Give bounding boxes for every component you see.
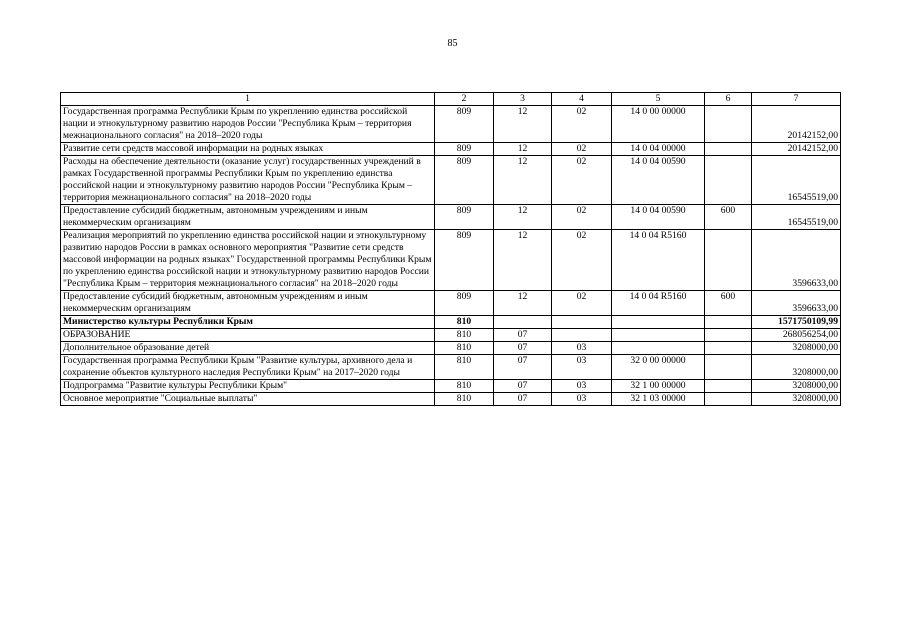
table-row (61, 205, 841, 230)
expense-type-code-cell: 600 (705, 205, 752, 230)
header-cell: 7 (752, 93, 841, 106)
admin-code-cell: 809 (435, 230, 494, 291)
subsection-code-cell: 02 (552, 143, 612, 156)
admin-code-cell: 810 (435, 355, 494, 380)
amount-cell: 3208000,00 (752, 342, 841, 355)
row-name-cell: Министерство культуры Республики Крым (61, 316, 435, 329)
amount-cell: 1571750109,99 (752, 316, 841, 329)
subsection-code-cell (552, 316, 612, 329)
row-name-cell: Развитие сети средств массовой информации на родных языках (61, 143, 435, 156)
table-row (61, 380, 841, 393)
amount-cell: 3208000,00 (752, 380, 841, 393)
target-article-code-cell: 14 0 04 00000 (612, 143, 705, 156)
section-code-cell: 12 (494, 230, 552, 291)
subsection-code-cell: 02 (552, 291, 612, 316)
header-cell: 5 (612, 93, 705, 106)
section-code-cell: 07 (494, 329, 552, 342)
expense-type-code-cell: 600 (705, 291, 752, 316)
expense-type-code-cell (705, 355, 752, 380)
header-cell: 1 (61, 93, 435, 106)
table-row (61, 143, 841, 156)
amount-cell: 16545519,00 (752, 205, 841, 230)
target-article-code-cell: 14 0 00 00000 (612, 106, 705, 143)
subsection-code-cell: 02 (552, 230, 612, 291)
subsection-code-cell (552, 329, 612, 342)
amount-cell: 3208000,00 (752, 355, 841, 380)
admin-code-cell: 809 (435, 106, 494, 143)
section-code-cell: 07 (494, 380, 552, 393)
section-code-cell: 12 (494, 156, 552, 205)
page-number: 85 (447, 38, 458, 49)
expense-type-code-cell (705, 106, 752, 143)
header-cell: 2 (435, 93, 494, 106)
budget-table (60, 92, 841, 406)
row-name-cell: Предоставление субсидий бюджетным, автономным учреждениям и иным некоммерческим организациям (61, 291, 435, 316)
table-row (61, 106, 841, 143)
amount-cell: 3596633,00 (752, 291, 841, 316)
section-code-cell: 07 (494, 393, 552, 406)
target-article-code-cell: 14 0 04 00590 (612, 205, 705, 230)
subsection-code-cell: 02 (552, 106, 612, 143)
table-row (61, 342, 841, 355)
row-name-cell: Реализация мероприятий по укреплению единства российской нации и этнокультурному развитию народов России в рамках основного мероприятия "Развитие сети средств массовой информации на родных языках" Государственной программы Республики Крым по укреплению единства российской нации и этнокультурному развитию народов России "Республика Крым – территория межнационального согласия" на 2018–2020 годы (61, 230, 435, 291)
admin-code-cell: 810 (435, 329, 494, 342)
table-row (61, 316, 841, 329)
subsection-code-cell: 02 (552, 205, 612, 230)
target-article-code-cell: 32 1 00 00000 (612, 380, 705, 393)
expense-type-code-cell (705, 380, 752, 393)
subsection-code-cell: 03 (552, 342, 612, 355)
row-name-cell: Государственная программа Республики Крым "Развитие культуры, архивного дела и сохранение объектов культурного наследия Республики Крым" на 2017–2020 годы (61, 355, 435, 380)
expense-type-code-cell (705, 393, 752, 406)
table-row (61, 355, 841, 380)
admin-code-cell: 809 (435, 205, 494, 230)
admin-code-cell: 809 (435, 291, 494, 316)
expense-type-code-cell (705, 230, 752, 291)
row-name-cell: Подпрограмма "Развитие культуры Республики Крым" (61, 380, 435, 393)
section-code-cell: 07 (494, 342, 552, 355)
header-cell: 6 (705, 93, 752, 106)
row-name-cell: Расходы на обеспечение деятельности (оказание услуг) государственных учреждений в рамках Государственной программы Республики Крым по укреплению единства российской нации и этнокультурному развитию народов России "Республика Крым – территория межнационального согласия" на 2018–2020 годы (61, 156, 435, 205)
table-row (61, 230, 841, 291)
row-name-cell: Предоставление субсидий бюджетным, автономным учреждениям и иным некоммерческим организациям (61, 205, 435, 230)
expense-type-code-cell (705, 156, 752, 205)
amount-cell: 20142152,00 (752, 106, 841, 143)
target-article-code-cell: 14 0 04 R5160 (612, 230, 705, 291)
target-article-code-cell: 14 0 04 00590 (612, 156, 705, 205)
amount-cell: 16545519,00 (752, 156, 841, 205)
table-row (61, 393, 841, 406)
target-article-code-cell: 32 1 03 00000 (612, 393, 705, 406)
subsection-code-cell: 03 (552, 393, 612, 406)
header-cell: 4 (552, 93, 612, 106)
target-article-code-cell (612, 342, 705, 355)
header-row (61, 93, 841, 106)
target-article-code-cell: 32 0 00 00000 (612, 355, 705, 380)
amount-cell: 268056254,00 (752, 329, 841, 342)
table-row (61, 156, 841, 205)
admin-code-cell: 809 (435, 156, 494, 205)
header-cell: 3 (494, 93, 552, 106)
section-code-cell: 07 (494, 355, 552, 380)
section-code-cell: 12 (494, 205, 552, 230)
expense-type-code-cell (705, 342, 752, 355)
admin-code-cell: 810 (435, 316, 494, 329)
table-row (61, 329, 841, 342)
section-code-cell: 12 (494, 106, 552, 143)
subsection-code-cell: 03 (552, 380, 612, 393)
expense-type-code-cell (705, 316, 752, 329)
amount-cell: 3596633,00 (752, 230, 841, 291)
section-code-cell: 12 (494, 291, 552, 316)
admin-code-cell: 810 (435, 380, 494, 393)
row-name-cell: Дополнительное образование детей (61, 342, 435, 355)
amount-cell: 3208000,00 (752, 393, 841, 406)
target-article-code-cell: 14 0 04 R5160 (612, 291, 705, 316)
row-name-cell: Государственная программа Республики Крым по укреплению единства российской нации и этнокультурному развитию народов России "Республика Крым – территория межнационального согласия" на 2018–2020 годы (61, 106, 435, 143)
admin-code-cell: 809 (435, 143, 494, 156)
target-article-code-cell (612, 316, 705, 329)
subsection-code-cell: 02 (552, 156, 612, 205)
expense-type-code-cell (705, 329, 752, 342)
row-name-cell: Основное мероприятие "Социальные выплаты" (61, 393, 435, 406)
subsection-code-cell: 03 (552, 355, 612, 380)
table-row (61, 291, 841, 316)
section-code-cell (494, 316, 552, 329)
target-article-code-cell (612, 329, 705, 342)
admin-code-cell: 810 (435, 342, 494, 355)
section-code-cell: 12 (494, 143, 552, 156)
amount-cell: 20142152,00 (752, 143, 841, 156)
expense-type-code-cell (705, 143, 752, 156)
row-name-cell: ОБРАЗОВАНИЕ (61, 329, 435, 342)
admin-code-cell: 810 (435, 393, 494, 406)
